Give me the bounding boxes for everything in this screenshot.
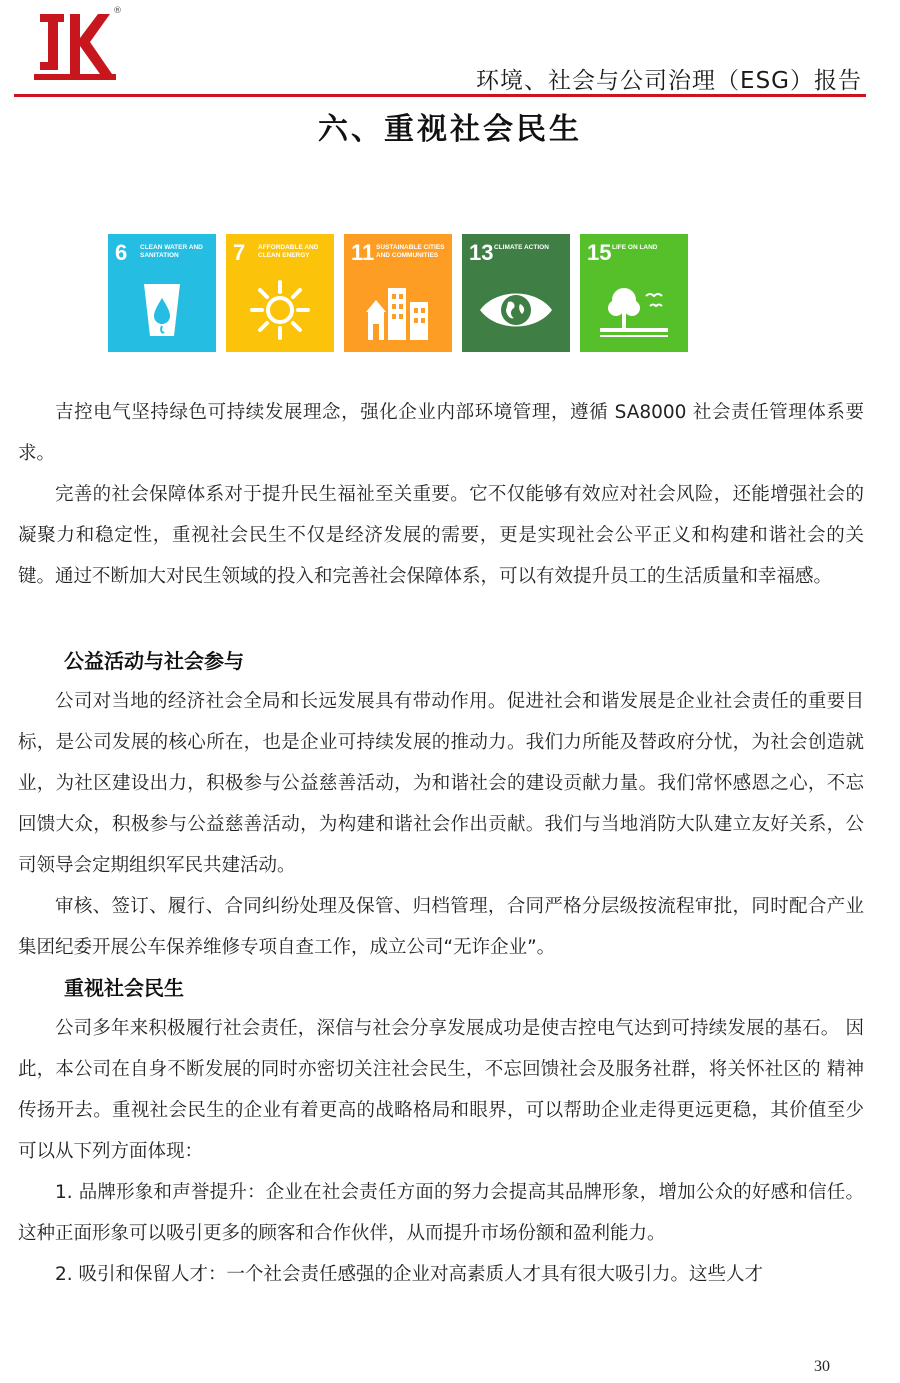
sdg-6-tile [108,234,216,352]
list-item: 1. 品牌形象和声誉提升：企业在社会责任方面的努力会提高其品牌形象，增加公众的好感和信任。这种正面形象可以吸引更多的顾客和合作伙伴，从而提升市场份额和盈利能力。 [18,1182,864,1244]
sdg-15-tile [580,234,688,352]
registered-mark: ® [113,6,122,16]
paragraph: 公司多年来积极履行社会责任，深信与社会分享发展成功是使吉控电气达到可持续发展的基石。 因此，本公司在自身不断发展的同时亦密切关注社会民生，不忘回馈社会及服务社群，将关怀社区的 精神传扬开去。重视社会民生的企业有着更高的战略格局和眼界，可以帮助企业走得更远更稳，其价值至少可以从下列方面体现： [18,1018,864,1162]
eye-globe-icon [476,274,556,344]
sdg-label: AFFORDABLE AND CLEAN ENERGY [258,244,319,259]
page-title: 六、重视社会民生 [318,112,582,147]
sdg-7-tile [226,234,334,352]
sdg-label: LIFE ON LAND [612,244,658,251]
sdg-label: CLIMATE ACTION [494,244,549,251]
sdg-number: 6 [115,240,128,265]
company-logo [34,6,122,80]
sdg-icon-row [108,234,688,352]
sdg-number: 13 [469,240,494,265]
list-item: 2. 吸引和保留人才：一个社会责任感强的企业对高素质人才具有很大吸引力。这些人才 [55,1264,764,1285]
paragraph: 审核、签订、履行、合同纠纷处理及保管、归档管理，合同严格分层级按流程审批，同时配合产业集团纪委开展公车保养维修专项自查工作，成立公司“无诈企业”。 [18,896,864,958]
logo-mark-icon [34,10,116,80]
paragraph: 吉控电气坚持绿色可持续发展理念，强化企业内部环境管理，遵循 SA8000 社会责任管理体系要求。 [18,402,864,464]
sdg-number: 11 [351,240,375,265]
report-title: 环境、社会与公司治理（ESG）报告 [476,68,862,94]
paragraph: 公司对当地的经济社会全局和长远发展具有带动作用。促进社会和谐发展是企业社会责任的重要目标，是公司发展的核心所在，也是企业可持续发展的推动力。我们力所能及替政府分忧，为社会创造就业，为社区建设出力，积极参与公益慈善活动，为和谐社会的建设贡献力量。我们常怀感恩之心，不忘回馈大众，积极参与公益慈善活动，为构建和谐社会作出贡献。我们与当地消防大队建立友好关系，公司领导会定期组织军民共建活动。 [18,691,864,876]
subsection-heading: 重视社会民生 [64,976,184,1000]
tree-birds-icon [594,274,674,344]
paragraph: 完善的社会保障体系对于提升民生福祉至关重要。它不仅能够有效应对社会风险，还能增强社会的凝聚力和稳定性，重视社会民生不仅是经济发展的需要，更是实现社会公平正义和构建和谐社会的关键。通过不断加大对民生领域的投入和完善社会保障体系，可以有效提升员工的生活质量和幸福感。 [18,484,864,587]
water-glass-icon [122,274,202,344]
body-text [18,392,864,1295]
sdg-11-tile [344,234,452,352]
sdg-label: SUSTAINABLE CITIES AND COMMUNITIES [376,244,445,259]
sdg-13-tile [462,234,570,352]
sdg-number: 15 [587,240,612,265]
header-divider [14,94,866,97]
city-icon [358,274,438,344]
subsection-heading: 公益活动与社会参与 [64,649,244,673]
page-number: 30 [814,1358,830,1375]
spacer [18,597,864,641]
sdg-number: 7 [233,240,246,265]
sdg-label: CLEAN WATER AND SANITATION [140,244,203,259]
sun-icon [240,274,320,344]
